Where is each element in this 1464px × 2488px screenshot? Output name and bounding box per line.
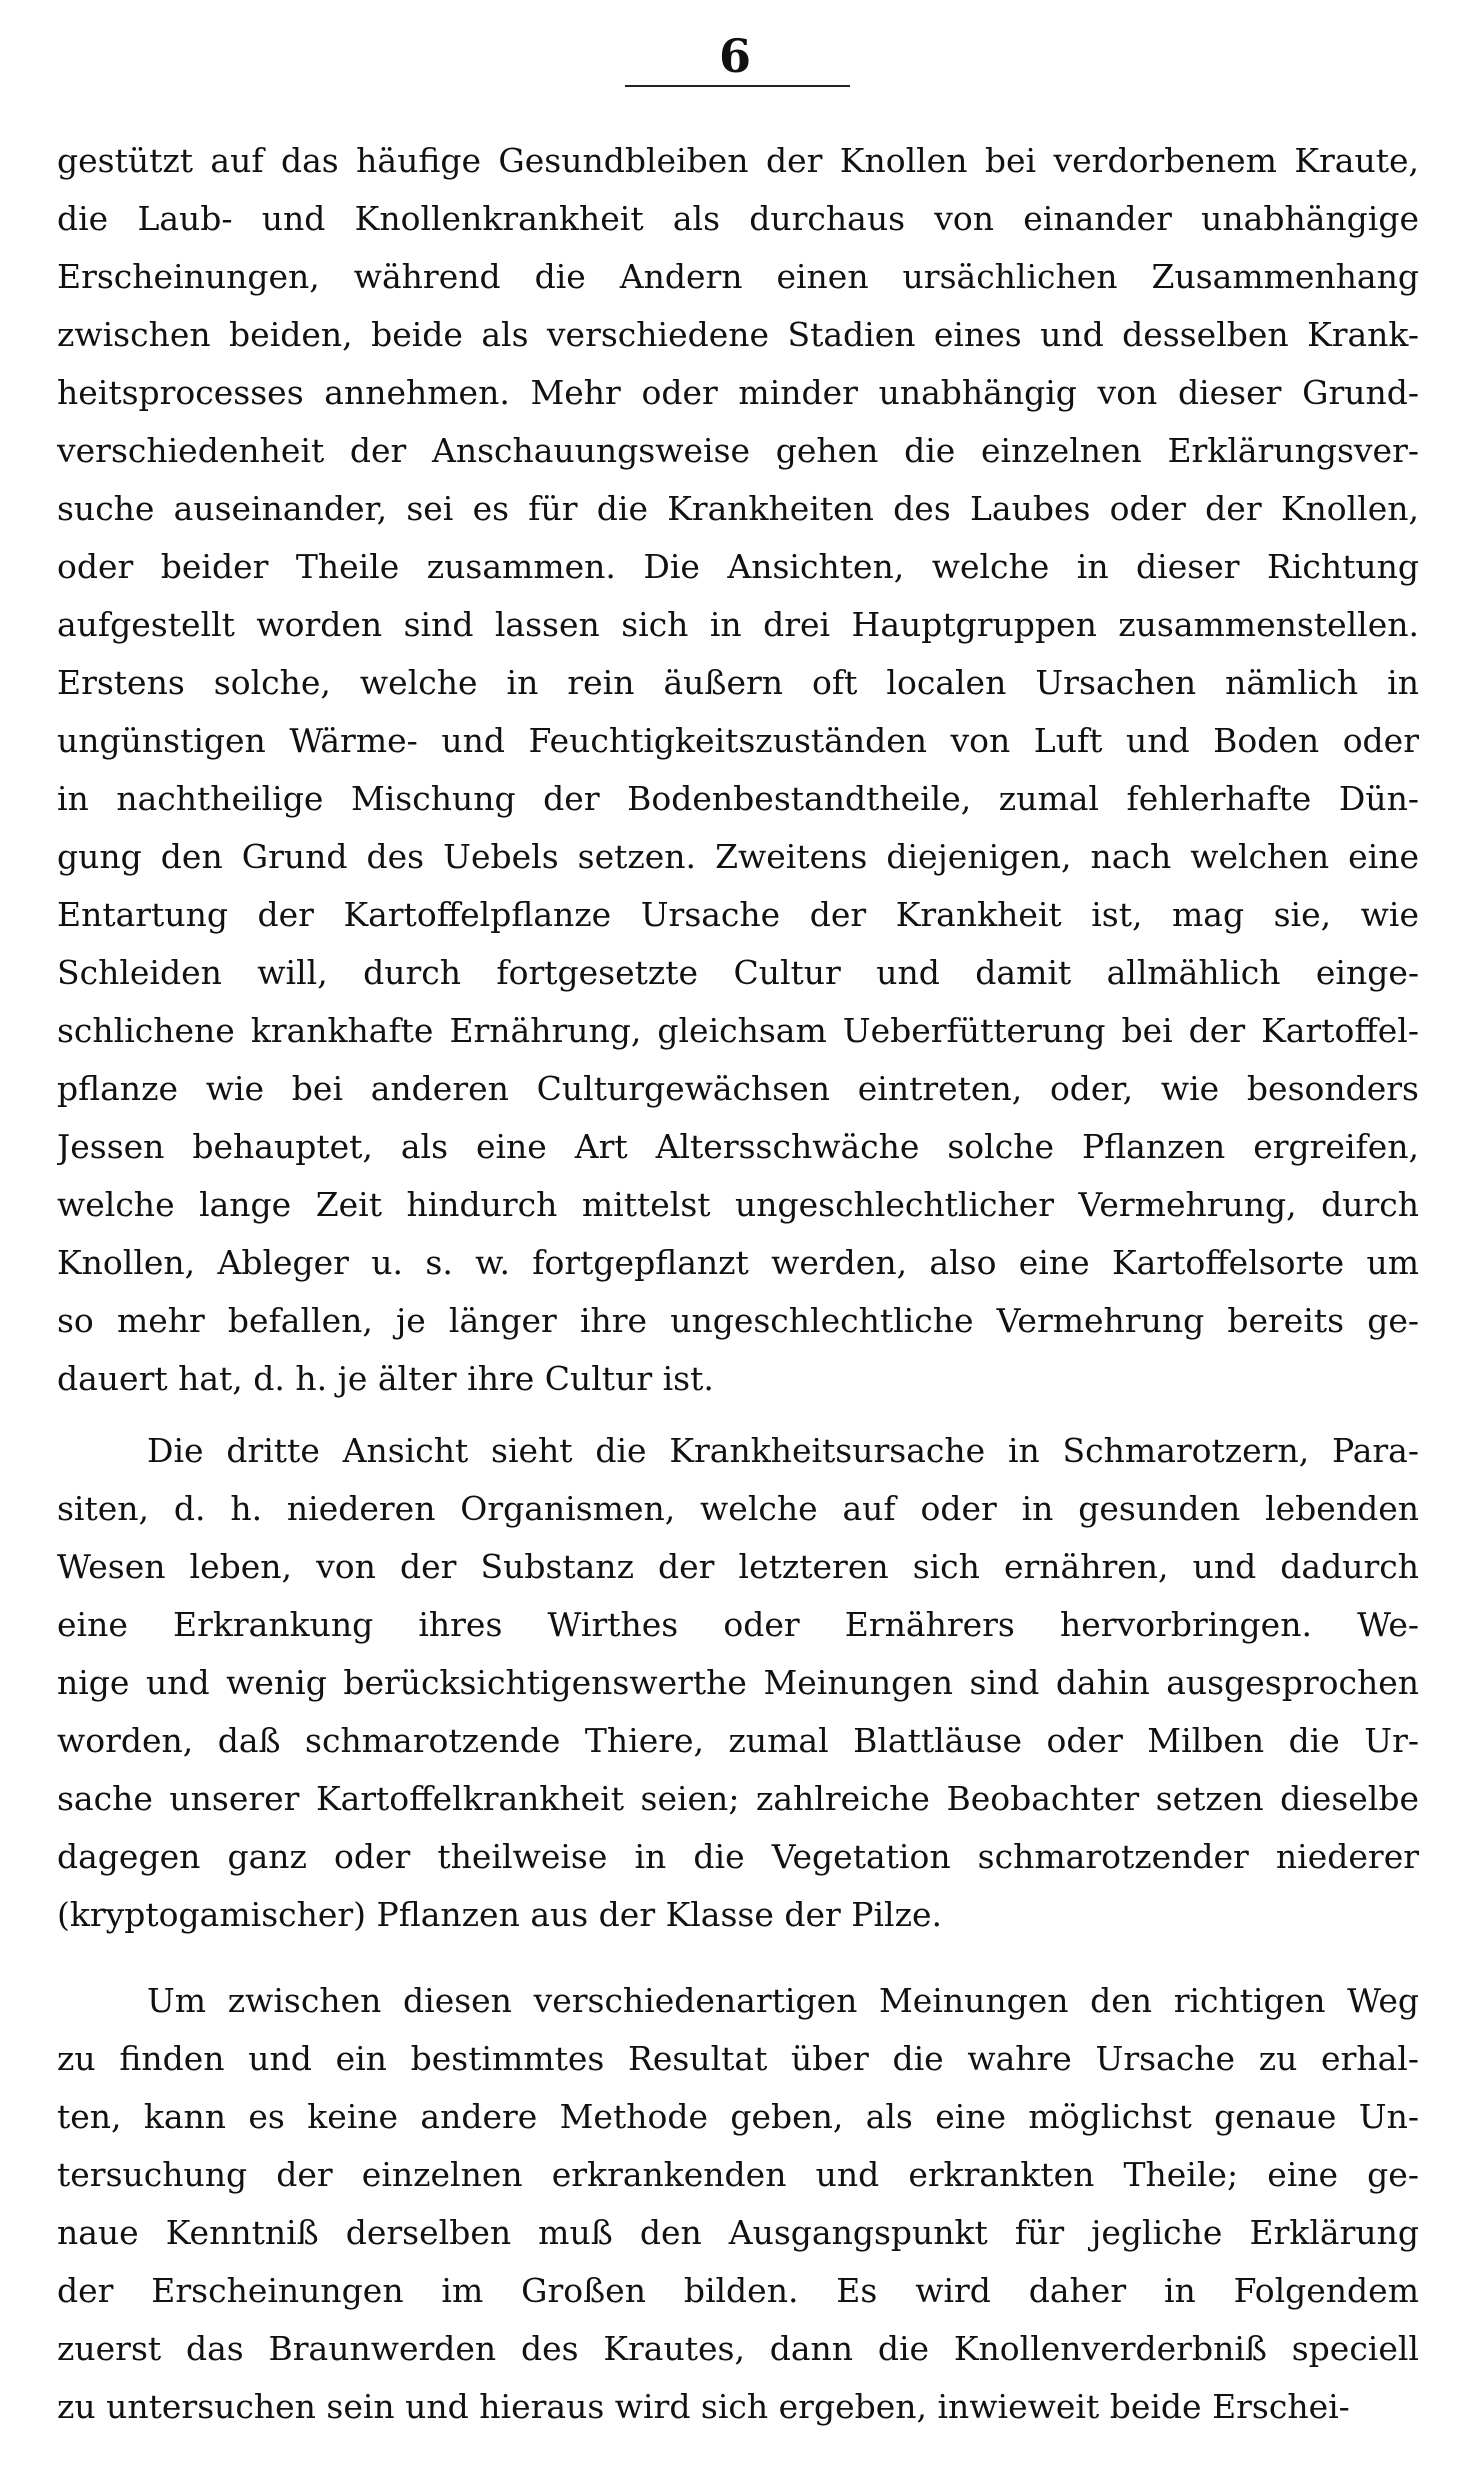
text-line: (kryptogamischer) Pflanzen aus der Klasse der Pilze. (57, 1895, 943, 1934)
text-line: naue Kenntniß derselben muß den Ausgangspunkt für jegliche Erklärung (57, 2213, 1419, 2252)
text-line: siten, d. h. niederen Organismen, welche auf oder in gesunden lebenden (57, 1489, 1419, 1528)
text-line: worden, daß schmarotzende Thiere, zumal Blattläuse oder Milben die Ur- (57, 1721, 1419, 1760)
page-number: 6 (718, 29, 751, 83)
text-line: gung den Grund des Uebels setzen. Zweitens diejenigen, nach welchen eine (57, 837, 1419, 876)
text-line: Erscheinungen, während die Andern einen ursächlichen Zusammenhang (57, 257, 1419, 296)
text-line: nige und wenig berücksichtigenswerthe Meinungen sind dahin ausgesprochen (57, 1663, 1419, 1702)
text-line: Erstens solche, welche in rein äußern oft localen Ursachen nämlich in (57, 663, 1419, 702)
text-line: Knollen, Ableger u. s. w. fortgepflanzt werden, also eine Kartoffelsorte um (57, 1243, 1419, 1282)
text-line: eine Erkrankung ihres Wirthes oder Ernährers hervorbringen. We- (57, 1605, 1419, 1644)
text-line: oder beider Theile zusammen. Die Ansichten, welche in dieser Richtung (57, 547, 1419, 586)
text-line: aufgestellt worden sind lassen sich in drei Hauptgruppen zusammenstellen. (57, 605, 1419, 644)
text-line: heitsprocesses annehmen. Mehr oder minder unabhängig von dieser Grund- (57, 373, 1419, 412)
text-line: dauert hat, d. h. je älter ihre Cultur ist. (57, 1359, 714, 1398)
text-line: ten, kann es keine andere Methode geben, als eine möglichst genaue Un- (57, 2097, 1419, 2136)
paragraph-method (57, 1972, 1419, 2436)
text-line: tersuchung der einzelnen erkrankenden und erkrankten Theile; eine ge- (57, 2155, 1419, 2194)
header-rule (625, 85, 850, 87)
text-line: gestützt auf das häufige Gesundbleiben der Knollen bei verdorbenem Kraute, (57, 141, 1419, 180)
text-line: so mehr befallen, je länger ihre ungeschlechtliche Vermehrung bereits ge- (57, 1301, 1419, 1340)
text-line: ungünstigen Wärme- und Feuchtigkeitszuständen von Luft und Boden oder (57, 721, 1419, 760)
text-line: zuerst das Braunwerden des Krautes, dann die Knollenverderbniß speciell (57, 2329, 1419, 2368)
text-line: Entartung der Kartoffelpflanze Ursache der Krankheit ist, mag sie, wie (57, 895, 1419, 934)
text-line: Schleiden will, durch fortgesetzte Cultur und damit allmählich einge- (57, 953, 1419, 992)
text-line: welche lange Zeit hindurch mittelst ungeschlechtlicher Vermehrung, durch (57, 1185, 1419, 1224)
text-line: Jessen behauptet, als eine Art Altersschwäche solche Pflanzen ergreifen, (57, 1127, 1419, 1166)
text-line: die Laub- und Knollenkrankheit als durchaus von einander unabhängige (57, 199, 1419, 238)
text-line: der Erscheinungen im Großen bilden. Es wird daher in Folgendem (57, 2271, 1419, 2310)
paragraph-third-view (57, 1422, 1419, 1944)
text-line: zwischen beiden, beide als verschiedene Stadien eines und desselben Krank- (57, 315, 1419, 354)
text-line: zu untersuchen sein und hieraus wird sich ergeben, inwieweit beide Erschei- (57, 2387, 1350, 2426)
text-line: zu finden und ein bestimmtes Resultat über die wahre Ursache zu erhal- (57, 2039, 1419, 2078)
text-line: dagegen ganz oder theilweise in die Vegetation schmarotzender niederer (57, 1837, 1419, 1876)
text-line: verschiedenheit der Anschauungsweise gehen die einzelnen Erklärungsver- (57, 431, 1419, 470)
text-line: sache unserer Kartoffelkrankheit seien; zahlreiche Beobachter setzen dieselbe (57, 1779, 1419, 1818)
text-line: in nachtheilige Mischung der Bodenbestandtheile, zumal fehlerhafte Dün- (57, 779, 1419, 818)
text-line: schlichene krankhafte Ernährung, gleichsam Ueberfütterung bei der Kartoffel- (57, 1011, 1419, 1050)
text-line: suche auseinander, sei es für die Krankheiten des Laubes oder der Knollen, (57, 489, 1419, 528)
paragraph-continuation (57, 132, 1419, 1408)
text-line: pflanze wie bei anderen Culturgewächsen eintreten, oder, wie besonders (57, 1069, 1419, 1108)
text-line: Wesen leben, von der Substanz der letzteren sich ernähren, und dadurch (57, 1547, 1419, 1586)
text-line: Um zwischen diesen verschiedenartigen Meinungen den richtigen Weg (147, 1981, 1419, 2020)
text-line: Die dritte Ansicht sieht die Krankheitsursache in Schmarotzern, Para- (147, 1431, 1419, 1470)
